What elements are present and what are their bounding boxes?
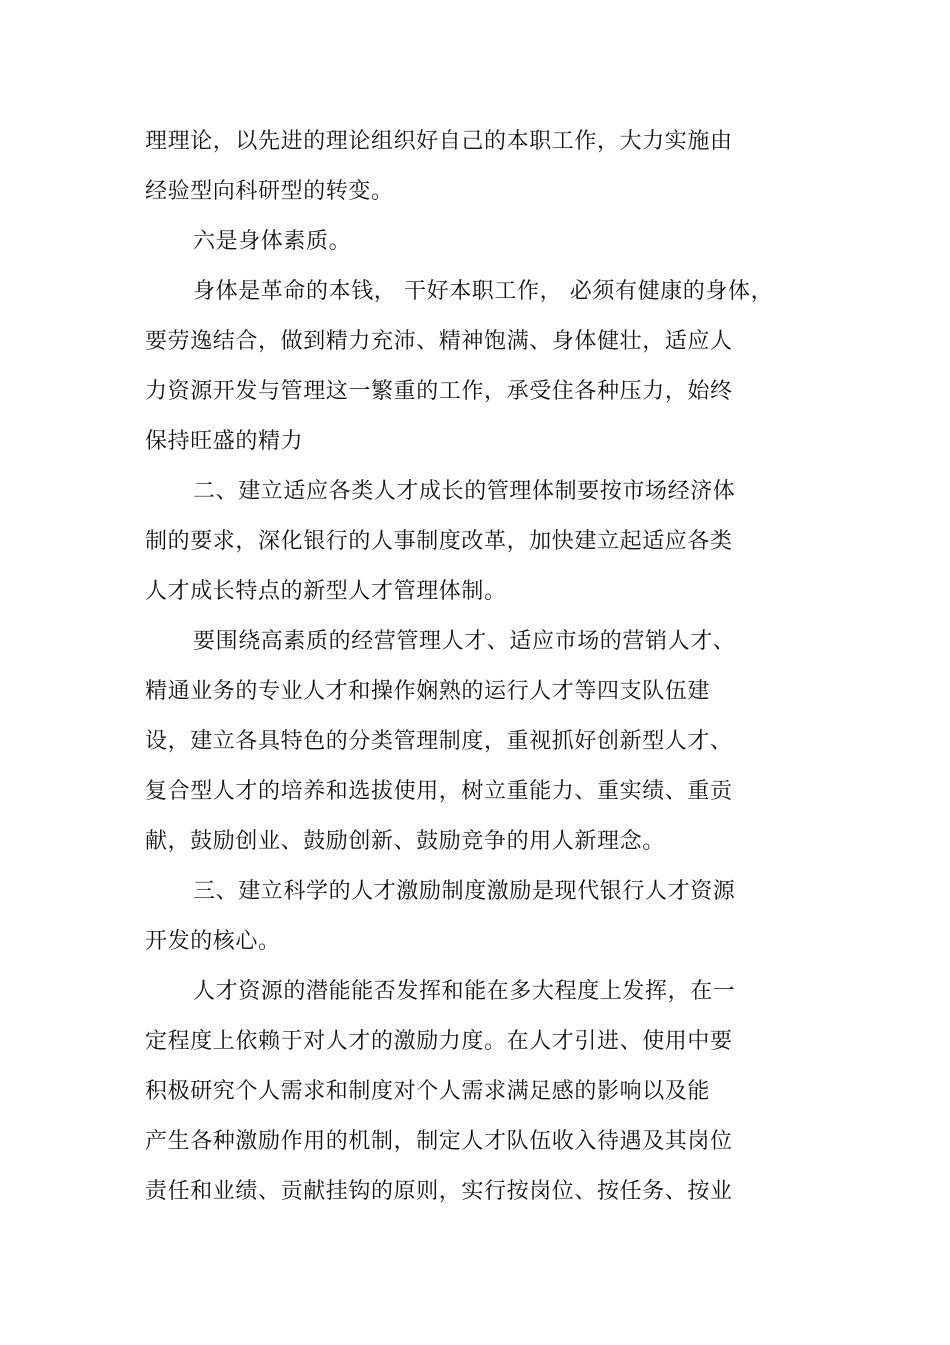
text-line: 要劳逸结合，做到精力充沛、精神饱满、身体健壮，适应人 (145, 329, 733, 354)
text-line: 积极研究个人需求和制度对个人需求满足感的影响以及能 (145, 1079, 711, 1104)
text-line: 人才资源的潜能能否发挥和能在多大程度上发挥，在一 (193, 979, 736, 1004)
text-line: 人才成长特点的新型人才管理体制。 (145, 579, 507, 604)
text-line: 定程度上依赖于对人才的激励力度。在人才引进、使用中要 (145, 1029, 733, 1054)
text-line: 六是身体素质。 (193, 229, 352, 254)
text-line: 产生各种激励作用的机制，制定人才队伍收入待遇及其岗位 (145, 1129, 733, 1154)
text-line: 制的要求，深化银行的人事制度改革，加快建立起适应各类 (145, 529, 733, 554)
text-line: 理理论，以先进的理论组织好自己的本职工作，大力实施由 (145, 129, 733, 154)
text-line: 责任和业绩、贡献挂钩的原则，实行按岗位、按任务、按业 (145, 1179, 733, 1204)
text-line: 复合型人才的培养和选拔使用，树立重能力、重实绩、重贡 (145, 779, 733, 804)
text-line: 身体是革命的本钱， 干好本职工作， 必须有健康的身体， (193, 279, 774, 304)
text-line: 力资源开发与管理这一繁重的工作，承受住各种压力，始终 (145, 379, 733, 404)
text-line: 开发的核心。 (145, 929, 281, 954)
text-line: 经验型向科研型的转变。 (145, 179, 394, 204)
text-line: 献，鼓励创业、鼓励创新、鼓励竞争的用人新理念。 (145, 829, 665, 854)
text-line: 保持旺盛的精力 (145, 429, 304, 454)
text-line: 二、建立适应各类人才成长的管理体制要按市场经济体 (193, 479, 736, 504)
text-line: 要围绕高素质的经营管理人才、适应市场的营销人才、 (193, 629, 736, 654)
text-line: 设，建立各具特色的分类管理制度，重视抓好创新型人才、 (145, 729, 733, 754)
text-line: 三、建立科学的人才激励制度激励是现代银行人才资源 (193, 879, 736, 904)
text-line: 精通业务的专业人才和操作娴熟的运行人才等四支队伍建 (145, 679, 711, 704)
